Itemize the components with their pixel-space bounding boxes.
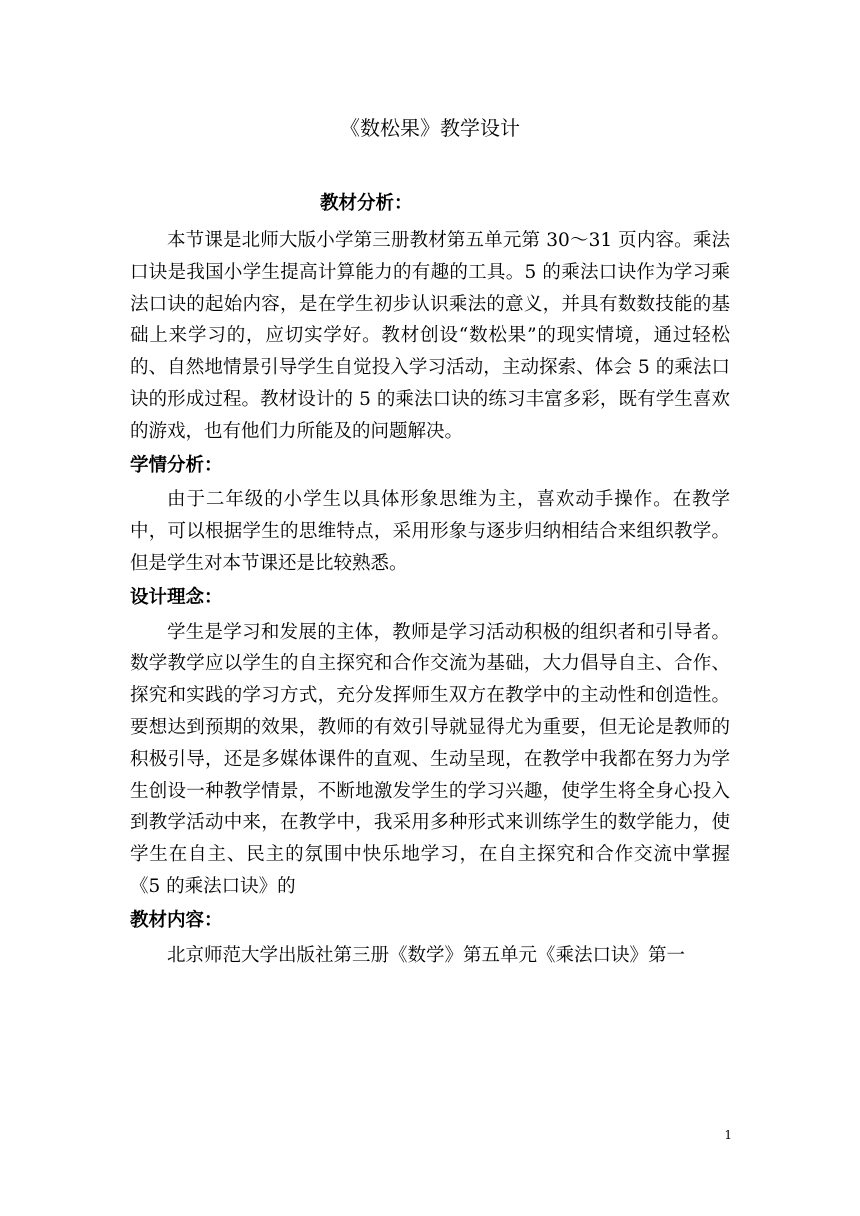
paragraph-design-concept: 学生是学习和发展的主体，教师是学习活动积极的组织者和引导者。数学教学应以学生的自主探究和合作交流为基础，大力倡导自主、合作、探究和实践的学习方式，充分发挥师生双方在教学中的主动性和创造性。要想达到预期的效果，教师的有效引导就显得尤为重要，但无论是教师的积极引导，还是多媒体课件的直观、生动呈现，在教学中我都在努力为学生创设一种教学情景，不断地激发学生的学习兴趣，使学生将全身心投入到教学活动中来，在教学中，我采用多种形式来训练学生的数学能力，使学生在自主、民主的氛围中快乐地学习，在自主探究和合作交流中掌握《5 的乘法口诀》的 [130,621,730,897]
section-heading-textbook-analysis: 教材分析： [320,193,413,214]
paragraph-textbook-content: 北京师范大学出版社第三册《数学》第五单元《乘法口诀》第一 [167,944,686,966]
document-title: 《数松果》教学设计 [340,116,520,140]
page-number-footer [0,1128,860,1142]
document-body [130,190,730,971]
page-number: 1 [724,1128,732,1142]
paragraph-textbook-analysis: 本节课是北师大版小学第三册教材第五单元第 30～31 页内容。乘法口诀是我国小学生提高计算能力的有趣的工具。5 的乘法口诀作为学习乘法口诀的起始内容，是在学生初步认识乘法的意义，并具有数数技能的基础上来学习的，应切实学好。教材创设“数松果”的现实情境，通过轻松的、自然地情景引导学生自觉投入学习活动，主动探索、体会 5 的乘法口诀的形成过程。教材设计的 5 的乘法口诀的练习丰富多彩，既有学生喜欢的游戏，也有他们力所能及的问题解决。 [130,230,730,442]
section-heading-student-analysis: 学情分析： [130,454,223,476]
section-heading-textbook-content: 教材内容： [130,909,223,931]
section-heading-design-concept: 设计理念： [130,586,223,608]
paragraph-student-analysis: 由于二年级的小学生以具体形象思维为主，喜欢动手操作。在教学中，可以根据学生的思维特点，采用形象与逐步归纳相结合来组织教学。但是学生对本节课还是比较熟悉。 [130,489,730,574]
